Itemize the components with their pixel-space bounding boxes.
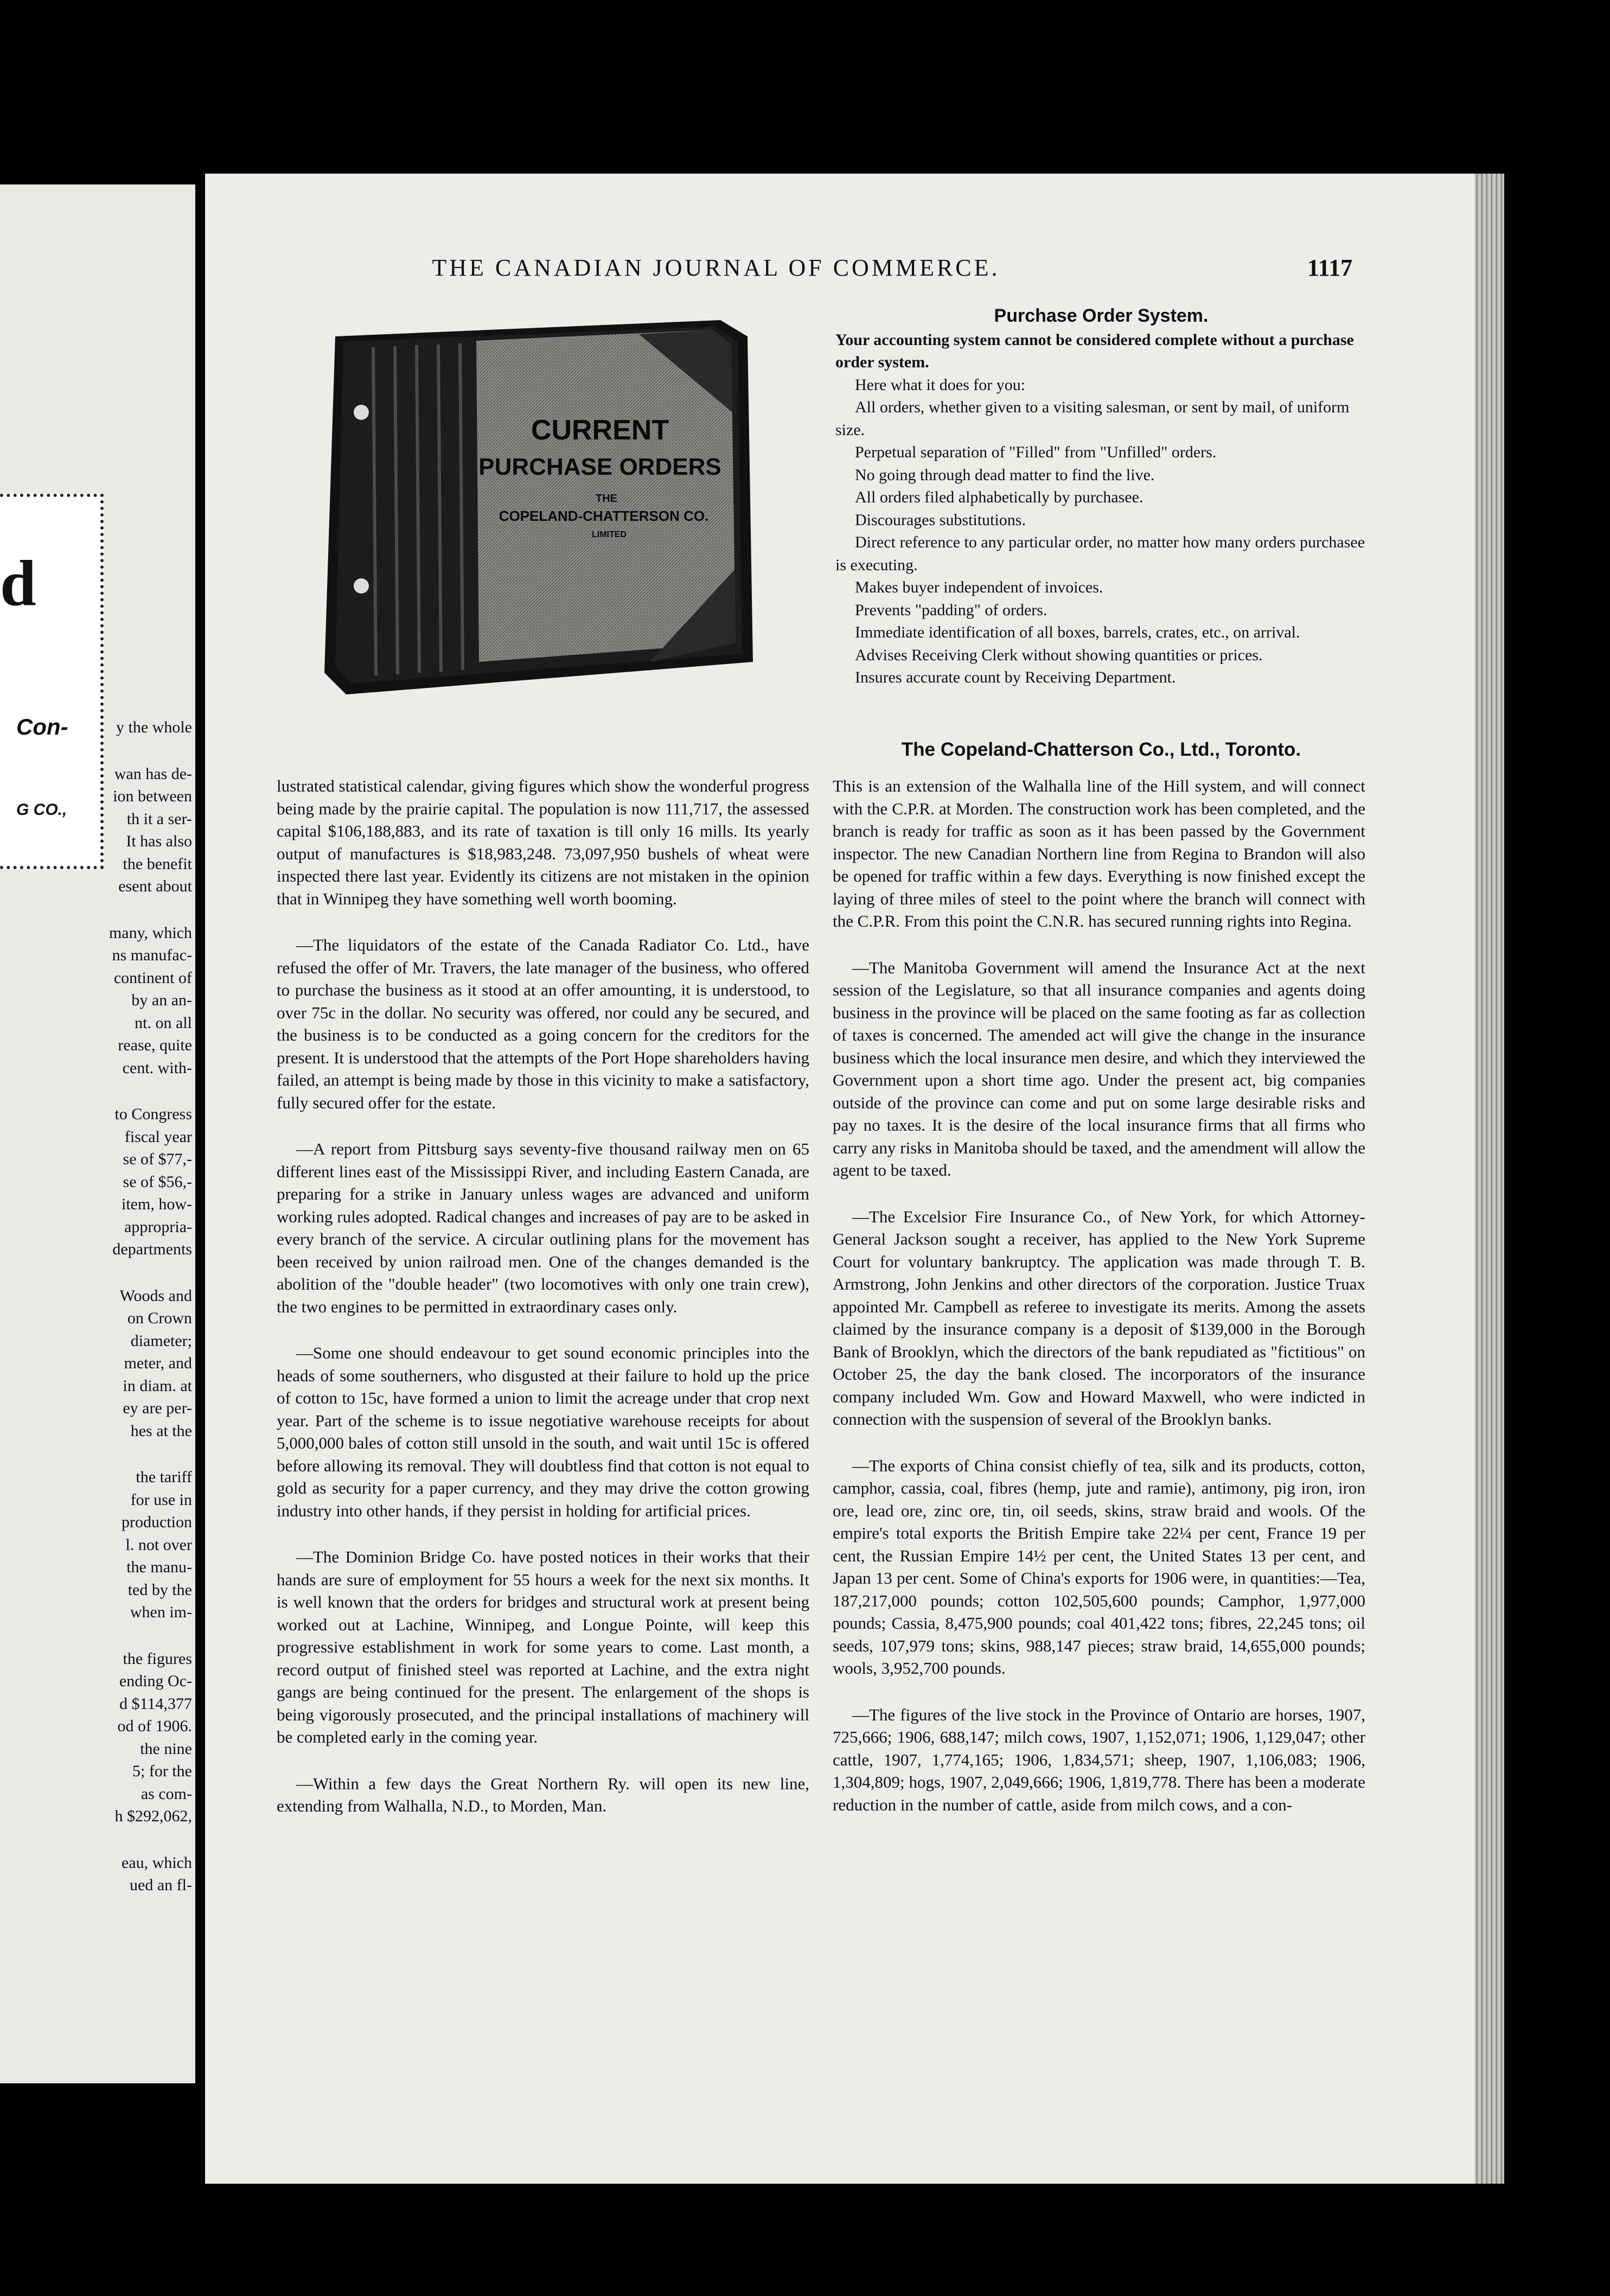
fragment-line: fiscal year: [124, 1127, 192, 1146]
fragment-line: ey are per-: [123, 1399, 192, 1417]
article-paragraph: —Within a few days the Great Northern Ry. will open its new line, extending from Walhalla, N.D., to Morden, Man.: [277, 1774, 809, 1815]
fragment-line: d $114,377: [119, 1694, 192, 1713]
ad-feature-list: [835, 374, 1367, 689]
ad-feature-item: Advises Receiving Clerk without showing quantities or prices.: [855, 646, 1263, 664]
fragment-line: appropria-: [124, 1217, 192, 1236]
left-column: [277, 775, 809, 1841]
page-number: 1117: [1307, 254, 1353, 281]
fragment-line: continent of: [113, 968, 192, 987]
fragment-line: nt. on all: [135, 1013, 192, 1032]
fragment-line: rease, quite: [118, 1036, 192, 1054]
ad-title: Purchase Order System.: [994, 305, 1209, 326]
fragment-line: as com-: [140, 1784, 192, 1803]
fragment-line: esent about: [118, 877, 192, 895]
fragment-line: the benefit: [123, 854, 192, 873]
fragment-line: od of 1906.: [117, 1717, 192, 1735]
fragment-line: diameter;: [130, 1331, 192, 1350]
fragment-line: the nine: [140, 1739, 192, 1758]
fragment-line: ued an fl-: [130, 1876, 192, 1894]
facing-page-text: [0, 716, 195, 1921]
ad-feature-item: All orders filed alphabetically by purchasee.: [855, 488, 1143, 506]
fragment-line: for use in: [130, 1490, 192, 1509]
ad-feature-item: Here what it does for you:: [855, 375, 1026, 394]
facing-ad-letter: d: [0, 547, 36, 619]
fragment-line: to Congress: [114, 1105, 192, 1123]
purchase-order-ad: [835, 305, 1367, 761]
article-paragraph: —The figures of the live stock in the Province of Ontario are horses, 1907, 725,666; 1906, 688,147; milch cows, 1907, 1,152,071; 1906, 1,129,047; other cattle, 1907, 1,774,165; 1906, 1,834,571; sheep, 1907, 1,106,083; 1906, 1,304,809; hogs, 1907, 2,049,666; 1906, 1,819,778. There has been a moderate reduction in the number of cattle, aside from milch cows, and a con-: [833, 1705, 1365, 1814]
fragment-line: ns manufac-: [112, 946, 192, 964]
fragment-line: 5; for the: [132, 1762, 192, 1780]
article-paragraph: —The exports of China consist chiefly of tea, silk and its products, cotton, camphor, cassia, coal, fibres (hemp, jute and ramie), antimony, pig iron, iron ore, lead ore, zinc ore, tin, oil seeds, skins, straw braid and wools. Of the empire's total exports the British Empire take 22¼ per cent, France 19 per cent, the Russian Empire 14½ per cent, the United States 13 per cent, and Japan 13 per cent. Some of China's exports for 1906 were, in quantities:—Tea, 187,217,000 pounds; cotton 102,505,600 pounds; Camphor, 1,977,000 pounds; Cassia, 8,475,900 pounds; coal 401,422 tons; fibres, 22,245 tons; oil seeds, 107,979 tons; skins, 988,147 pieces; straw braid, 14,655,000 pounds; wools, 3,952,700 pounds.: [833, 1456, 1365, 1678]
fragment-line: the figures: [123, 1649, 192, 1668]
fragment-line: the tariff: [136, 1468, 192, 1486]
book-cover-line3: THE: [596, 493, 617, 505]
fragment-line: Woods and: [119, 1286, 192, 1305]
fragment-line: meter, and: [124, 1354, 192, 1372]
fragment-line: ending Oc-: [119, 1672, 192, 1690]
fragment-line: cent. with-: [122, 1058, 192, 1077]
right-column: [833, 775, 1365, 1840]
fragment-line: hes at the: [130, 1421, 192, 1440]
article-paragraph: —The Manitoba Government will amend the Insurance Act at the next session of the Legislature, so that all insurance companies and agents doing business in the province will be placed on the same footing as far as collection of taxes is concerned. The amended act will give the change in the insurance business which the local insurance men desire, and which they interviewed the Government upon a short time ago. Under the present act, big companies outside of the province can come and put on some large desirable risks and pay no taxes. It is the desire of the local insurance firms that all firms who carry any risks in Manitoba should be taxed, and the amendment will allow the agent to be taxed.: [833, 958, 1365, 1179]
fragment-line: ion between: [113, 787, 192, 805]
page-edge: [1474, 174, 1504, 2184]
article-paragraph: —A report from Pittsburg says seventy-five thousand railway men on 65 different lines east of the Mississippi River, and including Eastern Canada, are preparing for a strike in January unless wages are advanced and uniform working rules adopted. Radical changes and increases of pay are to be asked in every branch of the service. A circular outlining plans for the movement has been received by union railroad men. One of the changes demanded is the abolition of the "double header" (two locomotives with only one train crew), the two engines to be permitted in extraordinary cases only.: [277, 1139, 809, 1316]
ad-signature: The Copeland-Chatterson Co., Ltd., Toronto.: [901, 738, 1301, 760]
ad-feature-item: Prevents "padding" of orders.: [855, 601, 1047, 619]
fragment-line: l. not over: [125, 1535, 192, 1554]
purchase-orders-binder-illustration: [314, 315, 757, 705]
fragment-line: se of $77,-: [123, 1150, 192, 1168]
book-cover-line4: COPELAND-CHATTERSON CO.: [499, 508, 709, 524]
ad-feature-item: Perpetual separation of "Filled" from "Unfilled" orders.: [855, 443, 1217, 461]
ad-feature-item: Immediate identification of all boxes, barrels, crates, etc., on arrival.: [855, 623, 1300, 641]
fragment-line: y the whole: [116, 718, 192, 736]
article-paragraph: —The Excelsior Fire Insurance Co., of New York, for which Attorney-General Jackson sought a receiver, has applied to the New York Supreme Court for voluntary bankruptcy. The application was made through T. B. Armstrong, John Jenkins and other directors of the corporation. Justice Truax appointed Mr. Campbell as referee to investigate its merits. Among the assets claimed by the insurance company is a deposit of $139,000 in the Borough Bank of Brooklyn, which the directors of the bank repudiated as "fictitious" on October 25, the day the bank closed. The incorporators of the insurance company included Wm. Gow and Howard Maxwell, who were indicted in connection with the suspension of several of the Brooklyn banks.: [833, 1207, 1365, 1428]
fragment-line: departments: [112, 1240, 192, 1258]
facing-page-fragment: [0, 716, 192, 739]
fragment-line: production: [122, 1513, 192, 1531]
article-paragraph: This is an extension of the Walhalla line of the Hill system, and will connect with the C.P.R. at Morden. The construction work has been completed, and the branch is ready for traffic as soon as it has been passed by the Government inspector. The new Canadian Northern line from Regina to Brandon will also be opened for traffic within a few days. Everything is now finished except the laying of three miles of steel to the point where the branch will connect with the C.P.R. From this point the C.N.R. has secured running rights into Regina.: [833, 776, 1365, 930]
article-paragraph: —The liquidators of the estate of the Canada Radiator Co. Ltd., have refused the offer of Mr. Travers, the late manager of the business, who offered to purchase the business as it stood at an offer amounting, it is understood, to over 75c in the dollar. No security was offered, nor could any be secured, and the business is to be conducted as a going concern for the creditors for the present. It is understood that the attempts of the Port Hope shareholders having failed, an attempt is being made by those in this vicinity to make a satisfactory, fully secured offer for the estate.: [277, 935, 809, 1112]
book-cover-line2: PURCHASE ORDERS: [478, 454, 721, 480]
ad-feature-item: Insures accurate count by Receiving Department.: [855, 668, 1176, 686]
fragment-line: It has also: [126, 832, 192, 850]
facing-page-fragment: [0, 1285, 192, 1443]
facing-page-fragment: [0, 1466, 192, 1624]
ad-feature-item: All orders, whether given to a visiting salesman, or sent by mail, of uniform size.: [835, 398, 1350, 439]
fragment-line: item, how-: [122, 1195, 192, 1213]
facing-page-fragment: [0, 1648, 192, 1828]
ad-feature-item: Makes buyer independent of invoices.: [855, 578, 1103, 596]
fragment-line: many, which: [108, 923, 192, 942]
facing-page: [0, 184, 195, 2083]
fragment-line: by an an-: [131, 991, 192, 1009]
fragment-line: in diam. at: [123, 1376, 192, 1395]
ad-feature-item: Discourages substitutions.: [855, 511, 1026, 529]
fragment-line: ted by the: [127, 1580, 192, 1599]
running-header: THE CANADIAN JOURNAL OF COMMERCE.: [432, 254, 1000, 281]
fragment-line: eau, which: [122, 1853, 192, 1872]
fragment-line: the manu-: [126, 1558, 192, 1576]
facing-page-fragment: [0, 1103, 192, 1261]
fragment-line: when im-: [130, 1603, 192, 1621]
facing-page-fragment: [0, 922, 192, 1080]
book-cover-line1: CURRENT: [531, 414, 669, 446]
ad-feature-item: Direct reference to any particular order, no matter how many orders purchasee is executing.: [835, 533, 1365, 574]
article-paragraph: —The Dominion Bridge Co. have posted notices in their works that their hands are sure of employment for 55 hours a week for the next six months. It is well known that the orders for bridges and structural work at present being worked out at Lachine, Winnipeg, and Longue Pointe, will keep this progressive establishment in work for some years to come. Last month, a record output of finished steel was reported at Lachine, and the extra night gangs are being continued for the present. The enlargement of the shops is being vigorously prosecuted, and the principal installations of machinery will be completed early in the coming year.: [277, 1547, 809, 1746]
facing-page-fragment: [0, 1852, 192, 1897]
article-paragraph: lustrated statistical calendar, giving figures which show the wonderful progress being made by the prairie capital. The population is now 111,717, the assessed capital $106,188,883, and its rate of taxation is till only 16 mills. Its yearly output of manufactures is $18,983,248. 73,097,950 bushels of wheat were inspected there last year. Evidently its citizens are not mistaken in the opinion that in Winnipeg they have something well worth booming.: [277, 776, 809, 908]
facing-page-fragment: [0, 763, 192, 898]
fragment-line: h $292,062,: [114, 1807, 192, 1825]
ad-intro: Your accounting system cannot be considered complete without a purchase order system.: [835, 330, 1354, 371]
fragment-line: on Crown: [127, 1309, 192, 1327]
facing-ad-line2: G CO.,: [16, 801, 67, 819]
article-paragraph: —Some one should endeavour to get sound economic principles into the heads of some southerners, who disgusted at their failure to hold up the price of cotton to 15c, have formed a union to limit the acreage under that crop next year. Part of the scheme is to issue negotiative warehouse receipts for about 5,000,000 bales of cotton still unsold in the south, and wait until 15c is offered before allowing its removal. They will doubtless find that cotton is not equal to gold as security for a paper currency, and they may drive the cotton growing industry into other hands, if they persist in holding for artificial prices.: [277, 1343, 809, 1520]
fragment-line: se of $56,-: [123, 1172, 192, 1191]
facing-ad-line1: Con-: [16, 714, 68, 739]
ad-feature-item: No going through dead matter to find the live.: [855, 465, 1155, 484]
fragment-line: th it a ser-: [126, 809, 192, 828]
book-cover-line5: LIMITED: [592, 530, 627, 539]
fragment-line: wan has de-: [114, 764, 192, 783]
